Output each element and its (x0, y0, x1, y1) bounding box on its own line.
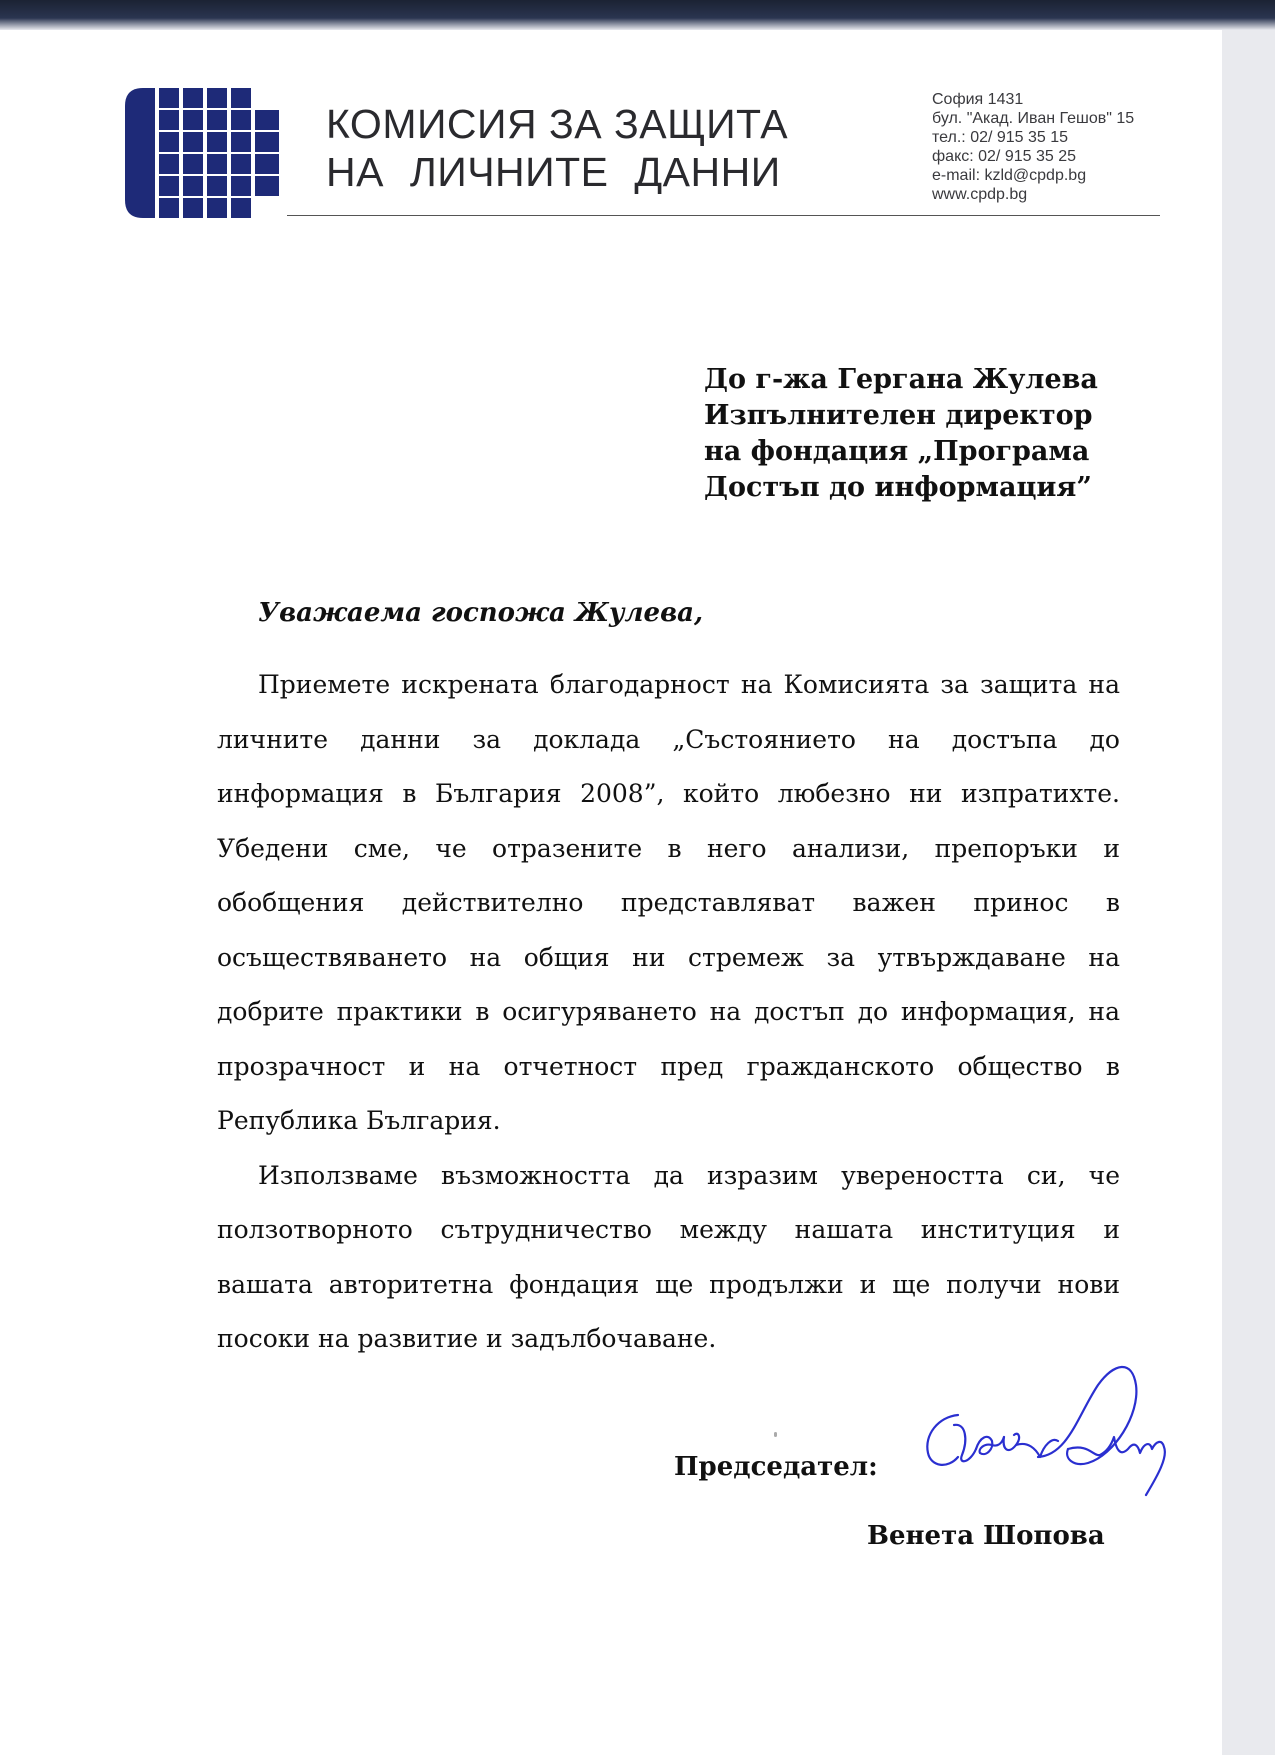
addressee-line: Достъп до информация” (704, 472, 1092, 503)
scan-right-edge (1222, 30, 1275, 1755)
contact-phone: тел.: 02/ 915 35 15 (932, 129, 1069, 146)
letter-body (217, 658, 1120, 1367)
contact-website: www.cpdp.bg (932, 186, 1028, 203)
salutation: Уважаема госпожа Жулева, (258, 598, 704, 628)
contact-email: e-mail: kzld@cpdp.bg (932, 167, 1087, 184)
contact-city: София 1431 (932, 91, 1024, 108)
addressee-line: Изпълнителен директор (704, 400, 1093, 431)
handwritten-signature-icon (918, 1345, 1183, 1510)
grid-logo-icon (125, 88, 287, 218)
org-name-line-1: КОМИСИЯ ЗА ЗАЩИТА (326, 101, 789, 147)
contact-block (932, 90, 1134, 204)
signatory-name: Венета Шопова (867, 1521, 1105, 1551)
body-paragraph-2: Използваме възможността да изразим увереността си, че ползотворното сътрудничество между нашата институция и вашата авторитетна фондация ще продължи и ще получи нови посоки на развитие и задълбочаване. (217, 1160, 1120, 1353)
contact-fax: факс: 02/ 915 35 25 (932, 148, 1076, 165)
chair-title: Председател: (674, 1452, 878, 1482)
scan-speck (774, 1432, 777, 1437)
scan-top-edge (0, 0, 1275, 30)
contact-street: бул. "Акад. Иван Гешов" 15 (932, 110, 1135, 127)
organization-name (326, 100, 788, 196)
addressee-line: До г-жа Гергана Жулева (704, 364, 1098, 395)
body-paragraph-1: Приемете искрената благодарност на Комисията за защита на личните данни за доклада „Състоянието на достъпа до информация в България 2008”, който любезно ни изпратихте. Убедени сме, че отразените в него анализи, препоръки и обобщения действително представляват важен принос в осъществяването на общия ни стремеж за утвърждаване на добрите практики в осигуряването на достъп до информация, на прозрачност и на отчетност пред гражданското общество в Република България. (217, 670, 1120, 1135)
addressee-block (704, 362, 1098, 506)
letterhead-divider (287, 215, 1160, 216)
addressee-line: на фондация „Програма (704, 436, 1090, 467)
org-name-line-2: НА ЛИЧНИТЕ ДАННИ (326, 149, 781, 195)
